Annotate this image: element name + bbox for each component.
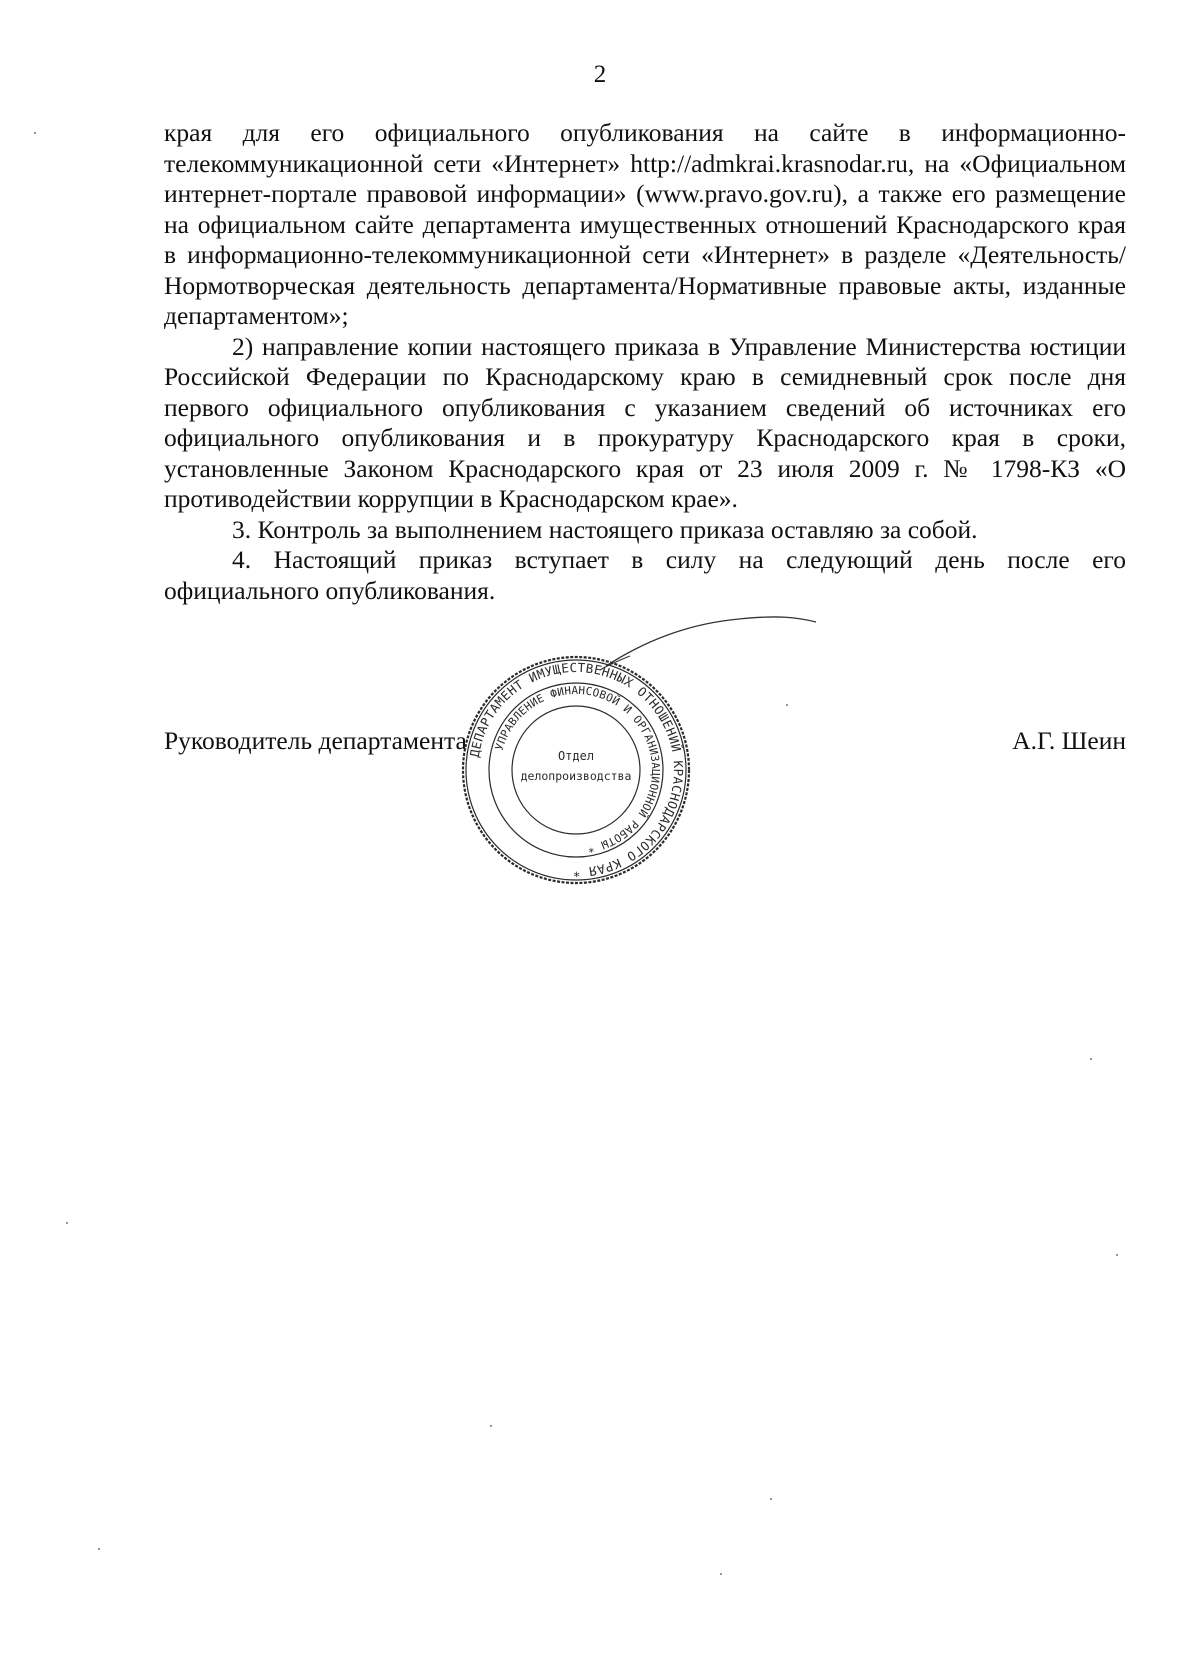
- document-body: [164, 118, 1126, 606]
- scan-speck: [66, 1222, 68, 1224]
- signatory-title: Руководитель департамента: [164, 726, 467, 755]
- scan-speck: [490, 1425, 492, 1427]
- paragraph-item-2: 2) направление копии настоящего приказа в Управление Министерства юстиции Российской Федерации по Краснодарскому краю в семидневный срок после дня первого официального опубликования с указанием сведений об источниках его официального опубликования и в прокуратуру Краснодарского края в сроки, установленные Законом Краснодарского края от 23 июля 2009 г. № 1798-КЗ «О противодействии коррупции в Краснодарском крае».: [164, 331, 1126, 513]
- scan-speck: [770, 1498, 772, 1500]
- seal-center-line-2: делопроизводства: [520, 769, 632, 783]
- scan-speck: [98, 1548, 100, 1550]
- seal-outer-text: ДЕПАРТАМЕНТ ИМУЩЕСТВЕННЫХ ОТНОШЕНИЙ КРАСНОДАРСКОГО КРАЯ *: [466, 659, 687, 881]
- scan-speck: [786, 704, 788, 706]
- page-number: 2: [593, 61, 607, 88]
- seal-center-line-1: Отдел: [557, 749, 595, 763]
- official-seal: [460, 654, 692, 886]
- paragraph-item-3: 3. Контроль за выполнением настоящего приказа оставляю за собой.: [232, 514, 978, 544]
- paragraph-publication-continuation: края для его официального опубликования на сайте в информационно-телекоммуникационной сети «Интернет» http://admkrai.krasnodar.ru, на «Официальном интернет-портале правовой информации» (www.pravo.gov.ru), а также его размещение на официальном сайте департамента имущественных отношений Краснодарского края в информационно-телекоммуникационной сети «Интернет» в разделе «Деятельность/Нормотворческая деятельность департамента/Нормативные правовые акты, изданные департаментом»;: [164, 118, 1126, 330]
- scan-speck: [1090, 1058, 1092, 1060]
- paragraph-item-4: 4. Настоящий приказ вступает в силу на следующий день после его официального опубликования.: [164, 545, 1126, 605]
- scan-speck: [1116, 1254, 1118, 1256]
- scan-speck: [720, 1573, 722, 1575]
- seal-inner-text: УПРАВЛЕНИЕ ФИНАНСОВОЙ И ОРГАНИЗАЦИОННОЙ РАБОТЫ *: [492, 683, 663, 856]
- scan-speck: [34, 132, 36, 134]
- signatory-name: А.Г. Шеин: [1012, 726, 1126, 755]
